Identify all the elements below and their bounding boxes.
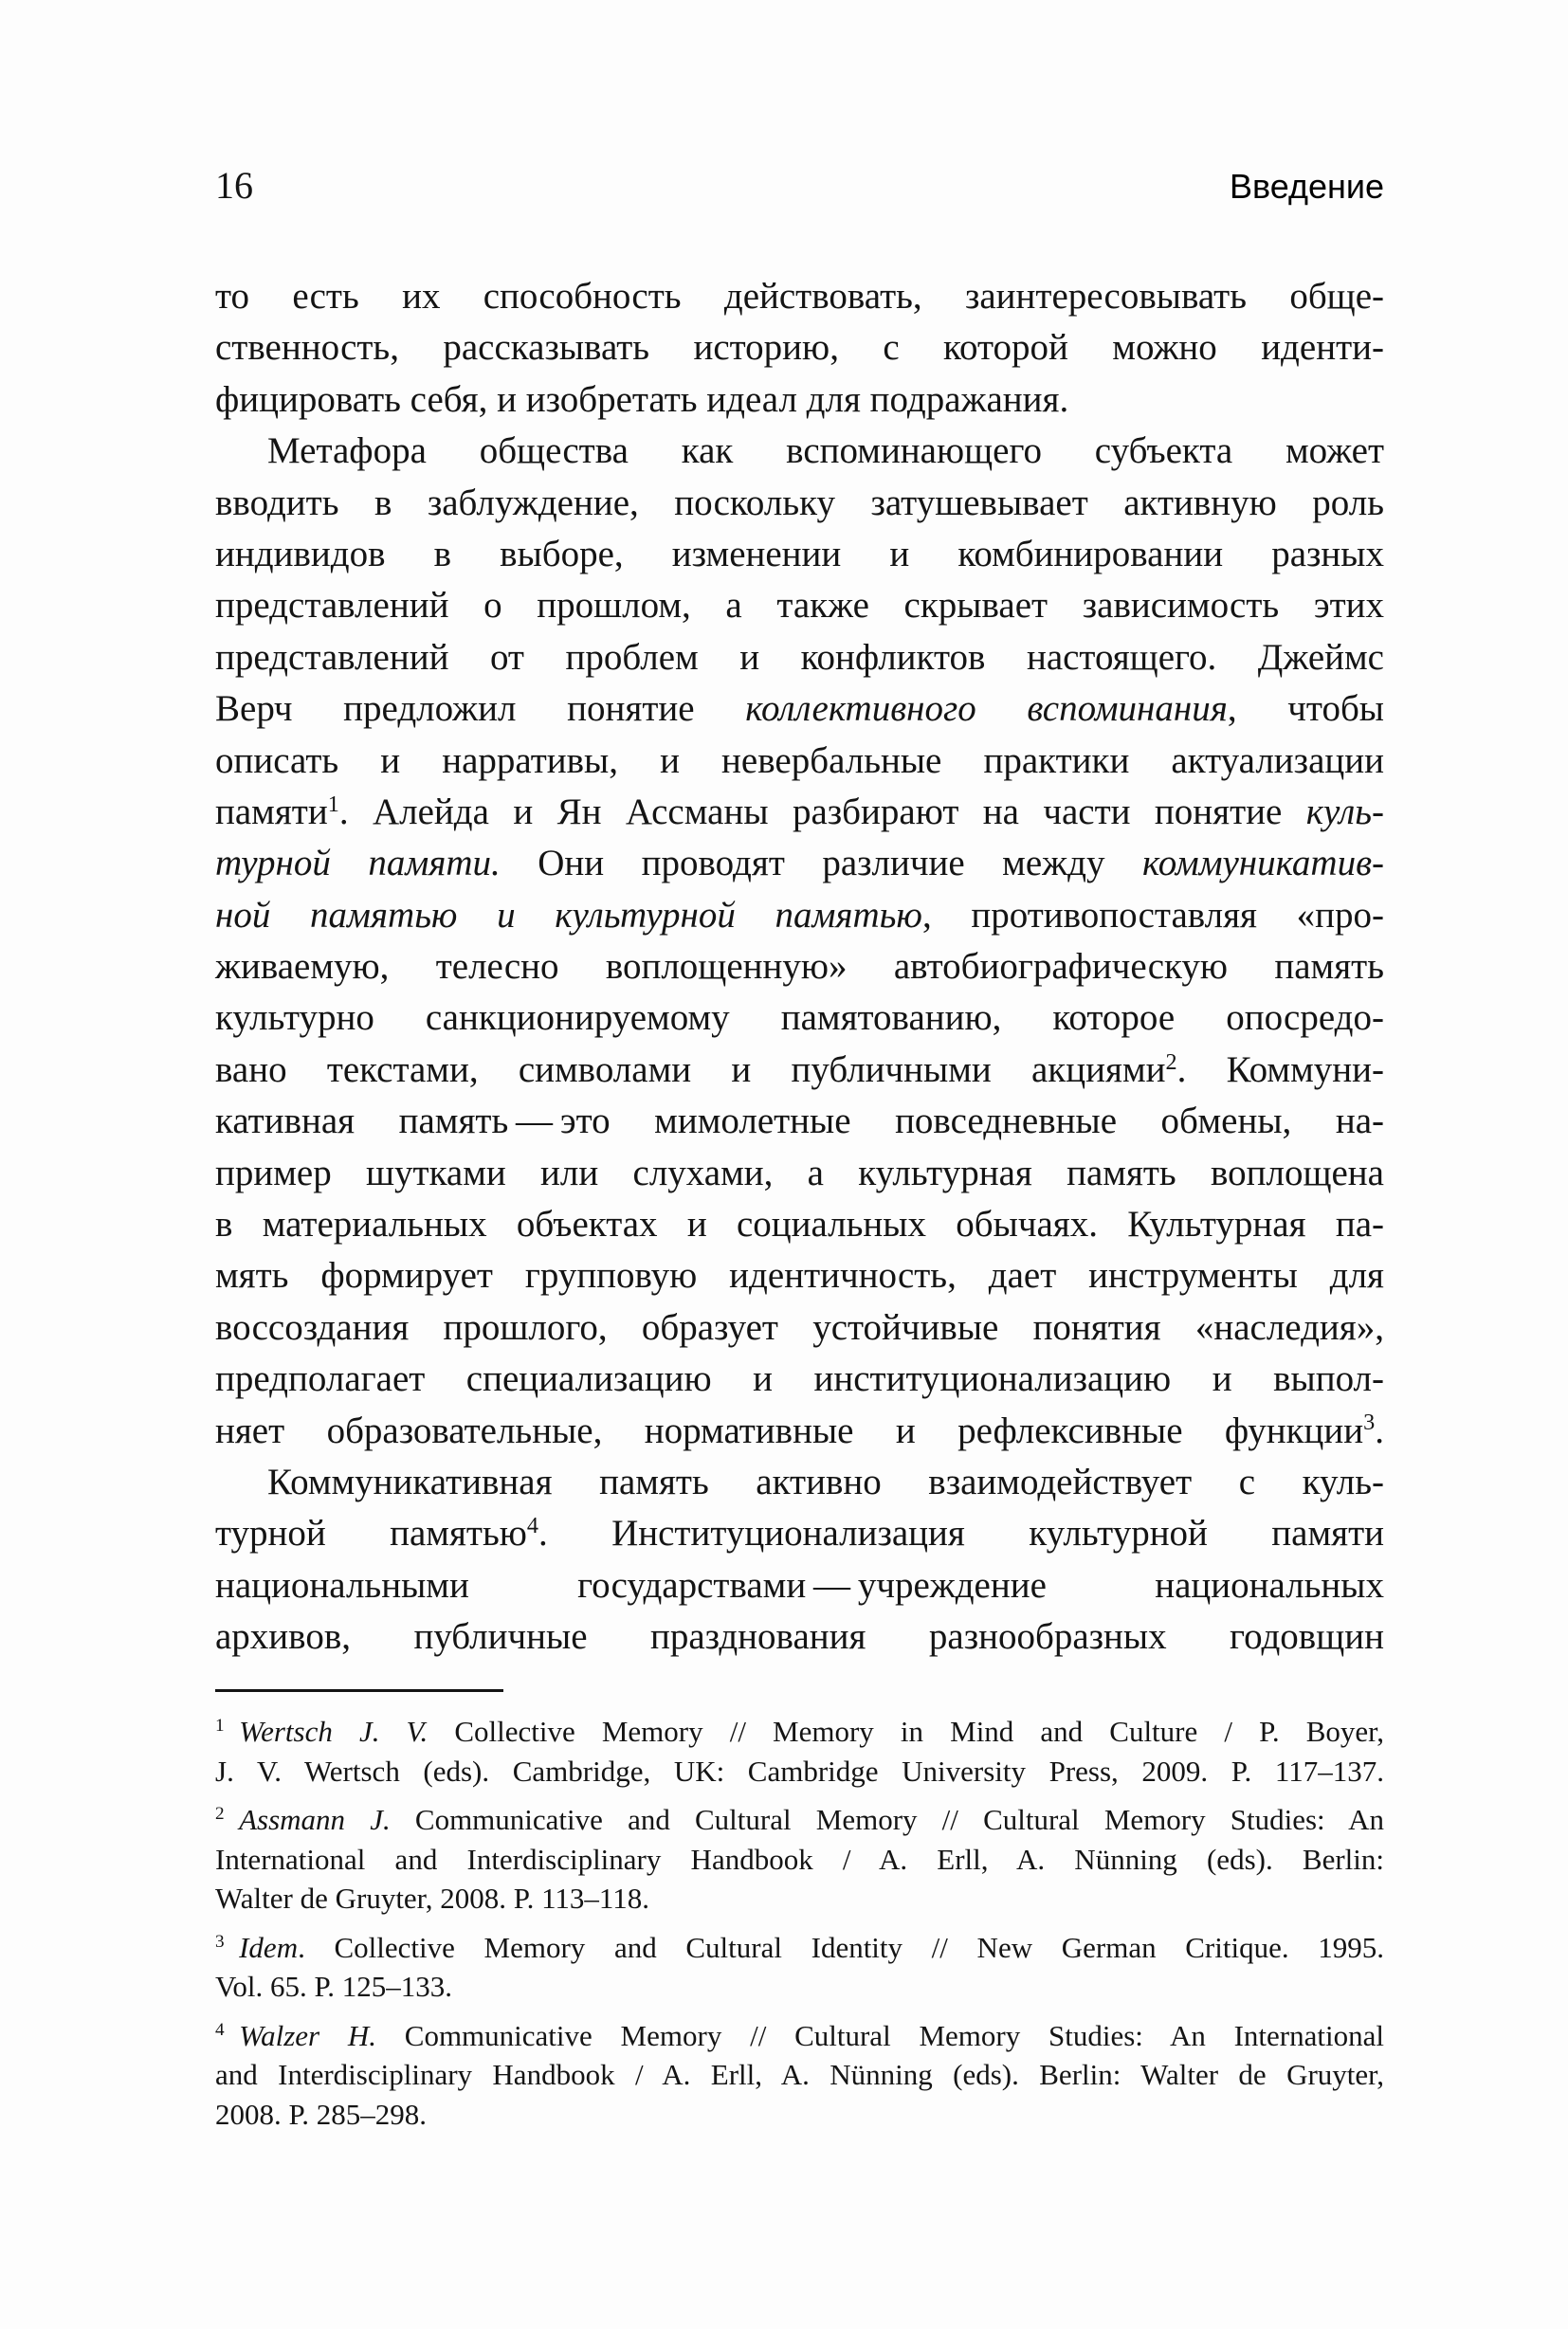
text-run: . Коммуни-: [1176, 1048, 1384, 1090]
text-run: Метафора общества как вспоминающего субъекта может: [267, 430, 1384, 472]
line-content: [267, 430, 1384, 471]
text-line: [215, 1928, 1384, 1968]
line-content: [215, 791, 1384, 832]
line-content: [215, 1358, 1384, 1399]
text-run: турной памяти.: [215, 843, 501, 884]
text-run: представлений о прошлом, а также скрывает зависимость этих: [215, 585, 1384, 627]
text-run: коллективного вспоминания: [745, 688, 1228, 730]
text-run: , чтобы: [1227, 688, 1384, 730]
text-run: .: [1375, 1410, 1384, 1451]
footnote-ref: 1: [215, 1716, 225, 1737]
line-content: [215, 740, 1384, 781]
text-line: [215, 1611, 1384, 1663]
text-run: памяти: [215, 791, 328, 832]
line-content: [215, 482, 1384, 523]
text-line: [215, 632, 1384, 683]
text-run: вводить в заблуждение, поскольку затушевывает активную роль: [215, 482, 1384, 523]
text-run: Walter de Gruyter, 2008. P. 113–118.: [215, 1882, 650, 1915]
line-content: [215, 1755, 1384, 1788]
text-run: Коммуникативная память активно взаимодействует с куль-: [267, 1461, 1384, 1502]
line-content: [215, 1616, 1384, 1657]
text-run: Collective Memory // Memory in Mind and Culture / P. Boyer,: [428, 1715, 1384, 1748]
line-content: [215, 1513, 1384, 1554]
text-line: [215, 941, 1384, 992]
text-run: Vol. 65. P. 125–133.: [215, 1970, 453, 2003]
text-line: [215, 838, 1384, 889]
text-run: [225, 1931, 240, 1964]
line-content: [215, 276, 1384, 317]
text-run: кативная память — это мимолетные повседневные обмены, на-: [215, 1101, 1384, 1142]
line-content: [215, 1049, 1384, 1090]
page-header: [215, 163, 1384, 208]
text-run: ной памятью и культурной памятью: [215, 894, 922, 936]
text-line: [215, 1250, 1384, 1301]
footnote-ref: 2: [1165, 1048, 1177, 1075]
text-run: фицировать себя, и изобретать идеал для подражания.: [215, 378, 1069, 420]
text-line: [215, 580, 1384, 631]
text-line: [215, 1879, 1384, 1919]
line-content: [215, 1307, 1384, 1348]
text-run: J. V. Wertsch (eds). Cambridge, UK: Cambridge University Press, 2009. P. 117–137.: [215, 1754, 1384, 1788]
text-line: [215, 1096, 1384, 1147]
text-line: [215, 1752, 1384, 1792]
text-line: [215, 1800, 1384, 1840]
text-line: [215, 2016, 1384, 2056]
line-content: [215, 946, 1384, 987]
line-content: [215, 1410, 1384, 1451]
footnote-item: [215, 1800, 1384, 1919]
line-content: [215, 379, 1068, 420]
line-content: [215, 688, 1384, 729]
text-line: [215, 1302, 1384, 1354]
line-content: [215, 1882, 649, 1915]
footnote-item: [215, 1928, 1384, 2007]
text-line: [215, 1148, 1384, 1199]
running-title: Введение: [1229, 167, 1384, 206]
text-line: [215, 1840, 1384, 1880]
line-content: [215, 2098, 427, 2131]
text-run: Assmann J.: [239, 1803, 391, 1836]
text-run: , противопоставляя «про-: [921, 894, 1385, 936]
line-content: [215, 637, 1384, 678]
footnote-ref: 2: [215, 1804, 225, 1825]
line-content: [215, 1255, 1384, 1296]
line-content: [215, 2019, 1384, 2052]
line-content: [215, 1970, 452, 2003]
text-run: индивидов в выборе, изменении и комбинировании разных: [215, 533, 1384, 574]
text-line: [215, 529, 1384, 580]
text-run: воссоздания прошлого, образует устойчивые понятия «наследия»,: [215, 1306, 1384, 1348]
text-run: предполагает специализацию и институционализацию и выпол-: [215, 1358, 1384, 1400]
line-content: [215, 1843, 1384, 1876]
line-content: [215, 997, 1384, 1038]
line-content: [215, 1565, 1384, 1606]
text-line: [215, 683, 1384, 735]
line-content: [215, 2058, 1384, 2091]
line-content: [215, 895, 1384, 936]
text-line: [215, 787, 1384, 838]
text-line: [215, 2055, 1384, 2095]
text-line: [215, 2095, 1384, 2135]
text-run: в материальных объектах и социальных обычаях. Культурная па-: [215, 1204, 1384, 1246]
text-run: описать и нарративы, и невербальные практики актуализации: [215, 739, 1384, 781]
text-run: [225, 1803, 240, 1836]
text-run: представлений от проблем и конфликтов настоящего. Джеймс: [215, 636, 1384, 678]
footnotes: [215, 1712, 1384, 2143]
text-run: няет образовательные, нормативные и рефлексивные функции: [215, 1410, 1364, 1451]
footnote-item: [215, 2016, 1384, 2135]
text-run: живаемую, телесно воплощенную» автобиографическую память: [215, 946, 1384, 988]
text-run: Wertsch J. V.: [239, 1715, 428, 1748]
page-number: 16: [215, 164, 253, 207]
line-content: [215, 585, 1384, 626]
line-content: [215, 1204, 1384, 1245]
text-run: Communicative Memory // Cultural Memory Studies: An International: [376, 2018, 1384, 2052]
line-content: [215, 1715, 1384, 1748]
text-line: [215, 1560, 1384, 1611]
text-line: [215, 1457, 1384, 1508]
text-run: Idem: [239, 1930, 299, 1964]
text-run: [225, 1715, 240, 1748]
text-line: [215, 1199, 1384, 1250]
line-content: [215, 1803, 1384, 1836]
text-line: [215, 322, 1384, 373]
footnote-ref: 3: [215, 1931, 225, 1952]
footnote-item: [215, 1712, 1384, 1791]
text-run: то есть их способность действовать, заинтересовывать обще-: [215, 276, 1384, 317]
text-line: [215, 478, 1384, 529]
text-run: International and Interdisciplinary Handbook / A. Erll, A. Nünning (eds). Berlin:: [215, 1842, 1384, 1876]
text-run: and Interdisciplinary Handbook / A. Erll, A. Nünning (eds). Berlin: Walter de Gruyter,: [215, 2058, 1384, 2091]
text-run: 2008. P. 285–298.: [215, 2097, 428, 2131]
line-content: [215, 843, 1384, 883]
text-run: культурно санкционируемому памятованию, которое опосредо-: [215, 997, 1384, 1039]
text-run: мять формирует групповую идентичность, дает инструменты для: [215, 1255, 1384, 1297]
text-run: вано текстами, символами и публичными акциями: [215, 1048, 1166, 1090]
text-run: . Collective Memory and Cultural Identity // New German Critique. 1995.: [298, 1930, 1384, 1964]
text-run: Walzer H.: [239, 2018, 376, 2052]
text-line: [215, 271, 1384, 322]
text-line: [215, 1967, 1384, 2007]
text-run: коммуникатив-: [1141, 843, 1384, 884]
footnote-ref: 4: [526, 1513, 538, 1539]
body-text: [215, 271, 1384, 1664]
text-line: [215, 1354, 1384, 1405]
text-run: ственность, рассказывать историю, с которой можно иденти-: [215, 327, 1384, 369]
line-content: [215, 1153, 1384, 1193]
text-run: Они проводят различие между: [500, 843, 1142, 884]
text-run: национальными государствами — учреждение национальных: [215, 1564, 1384, 1606]
text-run: Верч предложил понятие: [215, 688, 746, 730]
text-run: [225, 2019, 240, 2052]
text-run: . Алейда и Ян Ассманы разбирают на части понятие: [338, 791, 1306, 832]
text-line: [215, 1406, 1384, 1457]
line-content: [215, 534, 1384, 574]
text-line: [215, 1508, 1384, 1559]
text-run: куль-: [1305, 791, 1384, 832]
footnote-separator: [215, 1689, 503, 1692]
text-run: турной памятью: [215, 1513, 527, 1555]
line-content: [215, 327, 1384, 368]
footnote-ref: 3: [1363, 1410, 1376, 1436]
line-content: [267, 1462, 1384, 1502]
text-line: [215, 992, 1384, 1044]
text-line: [215, 1712, 1384, 1752]
footnote-ref: 1: [327, 791, 339, 817]
text-line: [215, 426, 1384, 477]
line-content: [215, 1101, 1384, 1141]
line-content: [215, 1931, 1384, 1964]
text-line: [215, 374, 1384, 426]
text-line: [215, 890, 1384, 941]
text-run: . Институционализация культурной памяти: [538, 1513, 1384, 1555]
text-line: [215, 1045, 1384, 1096]
text-run: Communicative and Cultural Memory // Cultural Memory Studies: An: [390, 1803, 1384, 1836]
text-run: пример шутками или слухами, а культурная память воплощена: [215, 1152, 1384, 1193]
text-line: [215, 736, 1384, 787]
text-run: архивов, публичные празднования разнообразных годовщин: [215, 1616, 1384, 1658]
footnote-ref: 4: [215, 2019, 225, 2040]
